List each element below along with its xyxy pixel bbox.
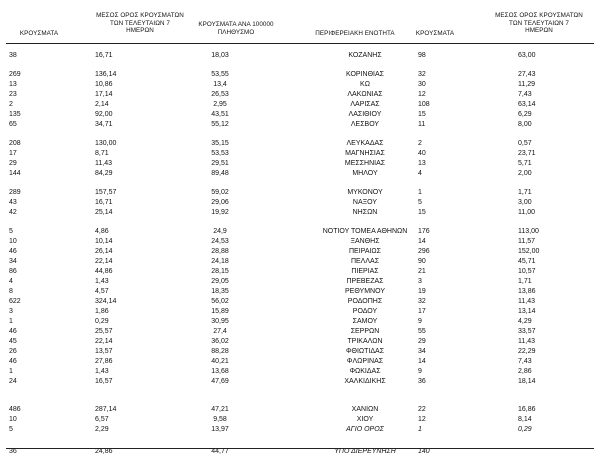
avg7-left-cell: 4,57 (95, 288, 109, 295)
avg7-right-cell: 11,29 (518, 81, 535, 88)
region-cell: ΛΑΡΙΣΑΣ (350, 101, 380, 108)
cases-left-cell: 26 (9, 348, 17, 355)
avg7-right-cell: 23,71 (518, 150, 536, 157)
avg7-right-cell: 22,29 (518, 348, 536, 355)
per100k-cell: 15,89 (211, 308, 229, 315)
table-row (0, 101, 600, 109)
region-cell: ΣΑΜΟΥ (352, 318, 378, 325)
cases-left-cell: 13 (9, 81, 17, 88)
table-row (0, 111, 600, 119)
avg7-left-cell: 11,43 (95, 160, 112, 167)
cases-left-cell: 4 (9, 278, 13, 285)
avg7-left-cell: 13,57 (95, 348, 113, 355)
cases-right-cell: 5 (418, 199, 422, 206)
avg7-right-cell: 27,43 (518, 71, 536, 78)
table-row (0, 238, 600, 246)
table-row (0, 121, 600, 129)
cases-right-cell: 13 (418, 160, 426, 167)
avg7-left-cell: 22,14 (95, 258, 113, 265)
cases-right-cell: 36 (418, 378, 426, 385)
avg7-left-cell: 84,29 (95, 170, 113, 177)
avg7-left-cell: 2,29 (95, 426, 109, 433)
table-row (0, 258, 600, 266)
region-cell: ΜΑΓΝΗΣΙΑΣ (345, 150, 385, 157)
avg7-left-cell: 25,14 (95, 209, 113, 216)
avg7-right-cell: 8,14 (518, 416, 532, 423)
avg7-right-cell: 2,86 (518, 368, 532, 375)
region-cell: ΠΕΙΡΑΙΩΣ (349, 248, 381, 255)
cases-left-cell: 5 (9, 426, 13, 433)
cases-left-cell: 46 (9, 328, 17, 335)
region-cell: ΜΕΣΣΗΝΙΑΣ (344, 160, 386, 167)
avg7-right-cell: 7,43 (518, 91, 532, 98)
cases-left-cell: 1 (9, 318, 13, 325)
cases-right-cell: 4 (418, 170, 422, 177)
table-row (0, 189, 600, 197)
table-row (0, 160, 600, 168)
table-row (0, 268, 600, 276)
region-cell: ΛΑΣΙΘΙΟΥ (348, 111, 382, 118)
per100k-cell: 13,4 (213, 81, 227, 88)
avg7-left-cell: 16,71 (95, 52, 113, 59)
region-cell: ΚΩ (360, 81, 370, 88)
region-cell: ΥΠΟ ΔΙΕΡΕΥΝΗΣΗ (334, 448, 396, 455)
table-row (0, 170, 600, 178)
region-cell: ΧΙΟΥ (356, 416, 374, 423)
table-row (0, 416, 600, 424)
table-row (0, 81, 600, 89)
cases-right-cell: 30 (418, 81, 426, 88)
avg7-left-cell: 92,00 (95, 111, 113, 118)
cases-left-cell: 86 (9, 268, 17, 275)
avg7-left-cell: 27,86 (95, 358, 113, 365)
cases-left-cell: 17 (9, 150, 17, 157)
cases-left-cell: 135 (9, 111, 21, 118)
cases-right-cell: 12 (418, 416, 426, 423)
table-row (0, 91, 600, 99)
avg7-right-cell: 13,86 (518, 288, 536, 295)
per100k-cell: 28,88 (211, 248, 229, 255)
cases-left-cell: 269 (9, 71, 21, 78)
table-row (0, 368, 600, 376)
avg7-left-cell: 1,86 (95, 308, 109, 315)
avg7-right-cell: 7,43 (518, 358, 532, 365)
cases-right-cell: 12 (418, 91, 426, 98)
region-cell: ΚΟΡΙΝΘΙΑΣ (346, 71, 384, 78)
cases-right-cell: 11 (418, 121, 426, 128)
per100k-cell: 29,06 (211, 199, 229, 206)
cases-right-cell: 90 (418, 258, 426, 265)
table-row (0, 308, 600, 316)
region-cell: ΧΑΝΙΩΝ (351, 406, 379, 413)
avg7-left-cell: 17,14 (95, 91, 113, 98)
avg7-right-cell: 6,29 (518, 111, 532, 118)
header-cases-left: ΚΡΟΥΣΜΑΤΑ (19, 30, 59, 37)
cases-right-cell: 34 (418, 348, 426, 355)
cases-left-cell: 144 (9, 170, 21, 177)
avg7-left-cell: 22,14 (95, 338, 113, 345)
region-cell: ΠΡΕΒΕΖΑΣ (346, 278, 384, 285)
per100k-cell: 30,95 (211, 318, 229, 325)
per100k-cell: 47,69 (211, 378, 229, 385)
cases-right-cell: 22 (418, 406, 426, 413)
cases-right-cell: 176 (418, 228, 430, 235)
cases-left-cell: 46 (9, 248, 17, 255)
cases-right-cell: 1 (418, 426, 422, 433)
cases-right-cell: 55 (418, 328, 426, 335)
avg7-right-cell: 1,71 (518, 278, 532, 285)
per100k-cell: 27,4 (213, 328, 227, 335)
per100k-cell: 89,48 (211, 170, 229, 177)
avg7-right-cell: 1,71 (518, 189, 532, 196)
cases-right-cell: 15 (418, 209, 426, 216)
cases-left-cell: 2 (9, 101, 13, 108)
per100k-cell: 35,15 (211, 140, 229, 147)
per100k-cell: 18,03 (211, 52, 229, 59)
cases-left-cell: 289 (9, 189, 21, 196)
table-row (0, 199, 600, 207)
per100k-cell: 44,77 (211, 448, 229, 455)
table-row (0, 278, 600, 286)
per100k-cell: 19,92 (211, 209, 229, 216)
region-cell: ΚΟΖΑΝΗΣ (348, 52, 382, 59)
region-cell: ΛΕΥΚΑΔΑΣ (346, 140, 384, 147)
avg7-left-cell: 34,71 (95, 121, 113, 128)
region-cell: ΑΓΙΟ ΟΡΟΣ (346, 426, 384, 433)
region-cell: ΣΕΡΡΩΝ (350, 328, 380, 335)
avg7-right-cell: 11,43 (518, 298, 535, 305)
avg7-right-cell: 45,71 (518, 258, 536, 265)
avg7-right-cell: 113,00 (518, 228, 539, 235)
cases-left-cell: 622 (9, 298, 21, 305)
cases-left-cell: 23 (9, 91, 17, 98)
table-row (0, 448, 600, 456)
header-divider (6, 43, 594, 44)
cases-left-cell: 36 (9, 448, 17, 455)
table-row (0, 209, 600, 217)
region-cell: ΞΑΝΘΗΣ (350, 238, 380, 245)
avg7-right-cell: 63,00 (518, 52, 536, 59)
avg7-right-cell: 4,29 (518, 318, 532, 325)
avg7-left-cell: 16,71 (95, 199, 113, 206)
cases-right-cell: 17 (418, 308, 426, 315)
footer-divider (6, 448, 594, 449)
avg7-right-cell: 152,00 (518, 248, 540, 255)
avg7-left-cell: 24,86 (95, 448, 113, 455)
table-row (0, 150, 600, 158)
table-row (0, 248, 600, 256)
avg7-right-cell: 2,00 (518, 170, 532, 177)
avg7-right-cell: 0,29 (518, 426, 532, 433)
avg7-right-cell: 13,14 (518, 308, 536, 315)
avg7-left-cell: 287,14 (95, 406, 117, 413)
per100k-cell: 36,02 (211, 338, 229, 345)
cases-right-cell: 40 (418, 150, 426, 157)
table-row (0, 358, 600, 366)
per100k-cell: 56,02 (211, 298, 229, 305)
cases-right-cell: 29 (418, 338, 426, 345)
table-row (0, 328, 600, 336)
region-cell: ΡΟΔΟΥ (352, 308, 378, 315)
per100k-cell: 24,9 (213, 228, 227, 235)
region-cell: ΦΛΩΡΙΝΑΣ (346, 358, 384, 365)
table-row (0, 298, 600, 306)
table-row (0, 228, 600, 236)
cases-left-cell: 24 (9, 378, 17, 385)
cases-left-cell: 10 (9, 416, 17, 423)
region-cell: ΛΑΚΩΝΙΑΣ (347, 91, 383, 98)
table-row (0, 318, 600, 326)
region-cell: ΡΕΘΥΜΝΟΥ (344, 288, 385, 295)
cases-right-cell: 32 (418, 298, 426, 305)
cases-right-cell: 2 (418, 140, 422, 147)
cases-left-cell: 29 (9, 160, 17, 167)
avg7-left-cell: 16,57 (95, 378, 113, 385)
region-cell: ΝΗΣΩΝ (352, 209, 378, 216)
cases-right-cell: 21 (418, 268, 426, 275)
avg7-left-cell: 8,71 (95, 150, 109, 157)
header-per100k: ΚΡΟΥΣΜΑΤΑ ΑΝΑ 100000 ΠΛΗΘΥΣΜΟ (198, 21, 274, 36)
cases-right-cell: 15 (418, 111, 426, 118)
avg7-right-cell: 16,86 (518, 406, 536, 413)
cases-right-cell: 140 (418, 448, 430, 455)
per100k-cell: 47,21 (211, 406, 229, 413)
header-avg7-right: ΜΕΣΟΣ ΟΡΟΣ ΚΡΟΥΣΜΑΤΩΝ ΤΩΝ ΤΕΛΕΥΤΑΙΩΝ 7 ΗΜΕΡΩΝ (495, 12, 583, 35)
per100k-cell: 29,05 (211, 278, 229, 285)
avg7-left-cell: 44,86 (95, 268, 113, 275)
cases-left-cell: 46 (9, 358, 17, 365)
per100k-cell: 26,53 (211, 91, 229, 98)
region-cell: ΛΕΣΒΟΥ (350, 121, 380, 128)
region-cell: ΝΑΞΟΥ (352, 199, 378, 206)
avg7-right-cell: 10,57 (518, 268, 536, 275)
region-cell: ΠΙΕΡΙΑΣ (351, 268, 379, 275)
per100k-cell: 13,97 (211, 426, 229, 433)
per100k-cell: 55,12 (211, 121, 229, 128)
avg7-right-cell: 63,14 (518, 101, 536, 108)
avg7-left-cell: 136,14 (95, 71, 117, 78)
avg7-right-cell: 3,00 (518, 199, 532, 206)
region-cell: ΡΟΔΟΠΗΣ (347, 298, 383, 305)
avg7-left-cell: 1,43 (95, 368, 109, 375)
cases-left-cell: 45 (9, 338, 17, 345)
table-row (0, 288, 600, 296)
per100k-cell: 18,35 (211, 288, 229, 295)
cases-left-cell: 8 (9, 288, 13, 295)
avg7-right-cell: 11,43 (518, 338, 535, 345)
cases-right-cell: 1 (418, 189, 422, 196)
table-row (0, 338, 600, 346)
avg7-left-cell: 10,14 (95, 238, 113, 245)
avg7-right-cell: 18,14 (518, 378, 536, 385)
cases-right-cell: 9 (418, 318, 422, 325)
region-cell: ΤΡΙΚΑΛΩΝ (347, 338, 383, 345)
cases-right-cell: 14 (418, 358, 426, 365)
avg7-left-cell: 130,00 (95, 140, 117, 147)
avg7-right-cell: 11,57 (518, 238, 535, 245)
per100k-cell: 24,53 (211, 238, 229, 245)
per100k-cell: 88,28 (211, 348, 229, 355)
avg7-left-cell: 6,57 (95, 416, 109, 423)
per100k-cell: 53,55 (211, 71, 229, 78)
avg7-left-cell: 0,29 (95, 318, 109, 325)
region-cell: ΠΕΛΛΑΣ (350, 258, 380, 265)
avg7-right-cell: 5,71 (518, 160, 532, 167)
avg7-right-cell: 0,57 (518, 140, 532, 147)
avg7-left-cell: 26,14 (95, 248, 113, 255)
cases-right-cell: 9 (418, 368, 422, 375)
avg7-left-cell: 10,86 (95, 81, 113, 88)
table-row (0, 71, 600, 79)
per100k-cell: 9,58 (213, 416, 227, 423)
per100k-cell: 53,53 (211, 150, 229, 157)
header-avg7-left: ΜΕΣΟΣ ΟΡΟΣ ΚΡΟΥΣΜΑΤΩΝ ΤΩΝ ΤΕΛΕΥΤΑΙΩΝ 7 ΗΜΕΡΩΝ (96, 12, 184, 35)
avg7-left-cell: 25,57 (95, 328, 113, 335)
per100k-cell: 40,21 (211, 358, 229, 365)
table-row (0, 426, 600, 434)
per100k-cell: 28,15 (211, 268, 229, 275)
cases-right-cell: 296 (418, 248, 430, 255)
avg7-right-cell: 11,00 (518, 209, 535, 216)
cases-left-cell: 10 (9, 238, 17, 245)
cases-right-cell: 32 (418, 71, 426, 78)
avg7-left-cell: 1,43 (95, 278, 109, 285)
table-row (0, 406, 600, 414)
cases-left-cell: 65 (9, 121, 17, 128)
cases-left-cell: 1 (9, 368, 13, 375)
region-cell: ΦΘΙΩΤΙΔΑΣ (345, 348, 385, 355)
region-cell: ΦΩΚΙΔΑΣ (349, 368, 381, 375)
header-region: ΠΕΡΙΦΕΡΕΙΑΚΗ ΕΝΟΤΗΤΑ (315, 30, 395, 37)
cases-right-cell: 3 (418, 278, 422, 285)
avg7-right-cell: 33,57 (518, 328, 536, 335)
cases-left-cell: 486 (9, 406, 21, 413)
cases-left-cell: 5 (9, 228, 13, 235)
avg7-right-cell: 8,00 (518, 121, 532, 128)
table-row (0, 348, 600, 356)
region-cell: ΝΟΤΙΟΥ ΤΟΜΕΑ ΑΘΗΝΩΝ (322, 228, 408, 235)
cases-left-cell: 208 (9, 140, 21, 147)
table-row (0, 140, 600, 148)
region-cell: ΜΗΛΟΥ (352, 170, 378, 177)
cases-left-cell: 43 (9, 199, 17, 206)
cases-right-cell: 98 (418, 52, 426, 59)
avg7-left-cell: 4,86 (95, 228, 109, 235)
cases-right-cell: 108 (418, 101, 430, 108)
cases-left-cell: 38 (9, 52, 17, 59)
avg7-left-cell: 157,57 (95, 189, 117, 196)
table-row (0, 52, 600, 60)
avg7-left-cell: 324,14 (95, 298, 117, 305)
cases-right-cell: 19 (418, 288, 426, 295)
per100k-cell: 2,95 (213, 101, 227, 108)
per100k-cell: 59,02 (211, 189, 229, 196)
cases-left-cell: 34 (9, 258, 17, 265)
per100k-cell: 29,51 (211, 160, 229, 167)
region-cell: ΜΥΚΟΝΟΥ (347, 189, 383, 196)
per100k-cell: 13,68 (211, 368, 229, 375)
cases-right-cell: 14 (418, 238, 426, 245)
table-row (0, 378, 600, 386)
header-cases-right: ΚΡΟΥΣΜΑΤΑ (415, 30, 455, 37)
per100k-cell: 24,18 (211, 258, 229, 265)
per100k-cell: 43,51 (211, 111, 229, 118)
cases-left-cell: 42 (9, 209, 17, 216)
avg7-left-cell: 2,14 (95, 101, 109, 108)
cases-left-cell: 3 (9, 308, 13, 315)
region-cell: ΧΑΛΚΙΔΙΚΗΣ (344, 378, 386, 385)
